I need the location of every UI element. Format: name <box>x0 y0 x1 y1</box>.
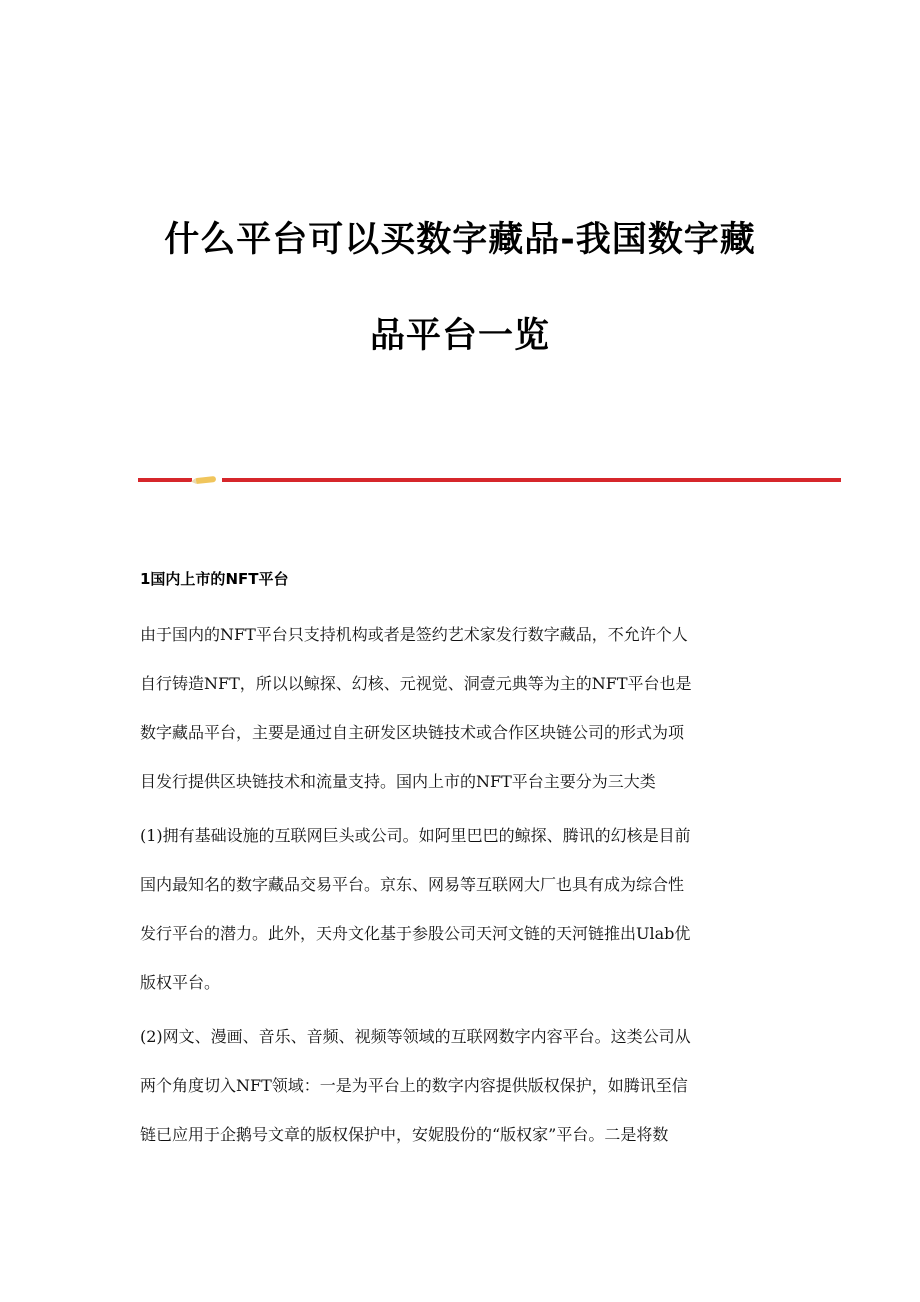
divider-bar-right <box>222 478 841 482</box>
paragraph-line: (1)拥有基础设施的互联网巨头或公司。如阿里巴巴的鲸探、腾讯的幻核是目前 <box>140 826 691 845</box>
title-divider <box>138 476 841 484</box>
paragraph-line: 两个角度切入NFT领域：一是为平台上的数字内容提供版权保护，如腾讯至信 <box>140 1076 688 1095</box>
document-title-line-2: 品平台一览 <box>369 316 550 356</box>
paragraph-line: 链已应用于企鹅号文章的版权保护中，安妮股份的“版权家”平台。二是将数 <box>140 1125 669 1144</box>
divider-bar-left <box>138 478 192 482</box>
paragraph-intro <box>140 622 782 818</box>
paragraph-line: 目发行提供区块链技术和流量支持。国内上市的NFT平台主要分为三大类 <box>140 772 656 791</box>
paragraph-category-1 <box>140 823 782 1019</box>
paragraph-line: 发行平台的潜力。此外，天舟文化基于参股公司天河文链的天河链推出Ulab优 <box>140 924 691 943</box>
paragraph-line: 由于国内的NFT平台只支持机构或者是签约艺术家发行数字藏品，不允许个人 <box>140 625 688 644</box>
paragraph-line: 数字藏品平台，主要是通过自主研发区块链技术或合作区块链公司的形式为项 <box>140 723 685 742</box>
document-title-line-1: 什么平台可以买数字藏品-我国数字藏 <box>164 220 756 260</box>
paragraph-line: 版权平台。 <box>140 973 221 992</box>
paragraph-line: 自行铸造NFT，所以以鲸探、幻核、元视觉、洞壹元典等为主的NFT平台也是 <box>140 674 692 693</box>
section-heading: 1国内上市的NFT平台 <box>140 570 289 588</box>
paragraph-line: (2)网文、漫画、音乐、音频、视频等领域的互联网数字内容平台。这类公司从 <box>140 1027 691 1046</box>
paragraph-category-2 <box>140 1024 782 1171</box>
pencil-icon <box>196 476 217 484</box>
paragraph-line: 国内最知名的数字藏品交易平台。京东、网易等互联网大厂也具有成为综合性 <box>140 875 685 894</box>
